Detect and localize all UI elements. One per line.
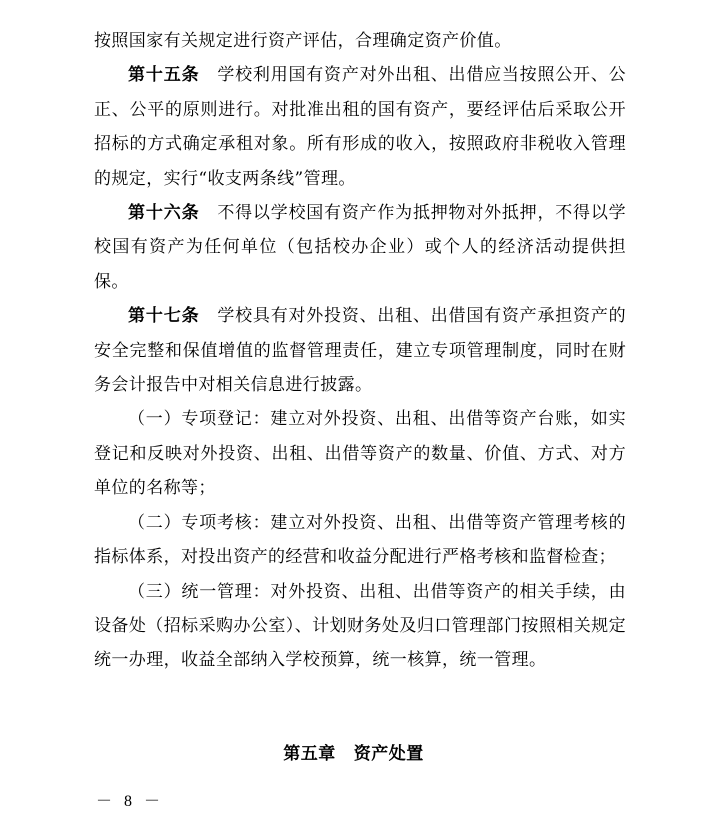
article-17-text: 学校具有对外投资、出租、出借国有资产承担资产的安全完整和保值增值的监督管理责任，建立专项管理制度，同时在财务会计报告中对相关信息进行披露。: [94, 306, 627, 396]
clause-1-registration: （一）专项登记：建立对外投资、出租、出借等资产台账，如实登记和反映对外投资、出租、出借等资产的数量、价值、方式、对方单位的名称等；: [94, 409, 626, 499]
article-17: [94, 299, 626, 402]
chapter-number: 第五章: [283, 744, 336, 764]
article-15-label: 第十五条: [128, 65, 200, 86]
chapter-title: 资产处置: [353, 744, 424, 764]
article-15-text: 学校利用国有资产对外出租、出借应当按照公开、公正、公平的原则进行。对批准出租的国有资产，要经评估后采取公开招标的方式确定承租对象。所有形成的收入，按照政府非税收入管理的规定，实行“收支两条线”管理。: [94, 65, 627, 189]
clause-3-unified-management: （三）统一管理：对外投资、出租、出借等资产的相关手续，由设备处（招标采购办公室）、计划财务处及归口管理部门按照相关规定统一办理，收益全部纳入学校预算，统一核算，统一管理。: [94, 581, 626, 671]
article-16-label: 第十六条: [128, 203, 200, 224]
clause-2-assessment: （二）专项考核：建立对外投资、出租、出借等资产管理考核的指标体系，对投出资产的经营和收益分配进行严格考核和监督检查；: [94, 512, 626, 568]
chapter-heading: [0, 742, 707, 766]
document-body: [94, 24, 626, 678]
article-15: [94, 58, 626, 196]
page-number: － 8 －: [96, 793, 165, 810]
article-17-label: 第十七条: [128, 306, 200, 327]
article-16-text: 不得以学校国有资产作为抵押物对外抵押，不得以学校国有资产为任何单位（包括校办企业）或个人的经济活动提供担保。: [94, 203, 627, 292]
article-16: [94, 196, 626, 299]
paragraph-continuation: 按照国家有关规定进行资产评估，合理确定资产价值。: [94, 31, 512, 51]
